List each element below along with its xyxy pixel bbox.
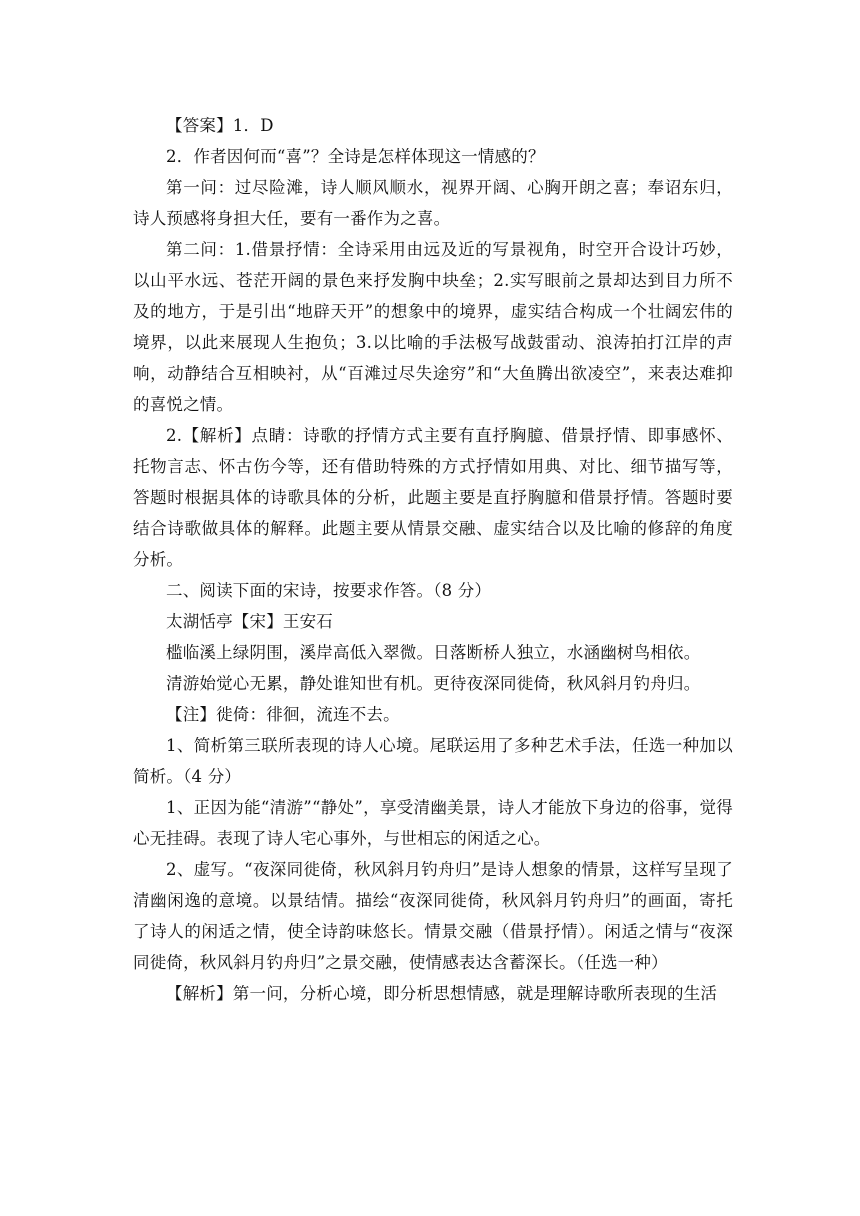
document-body bbox=[133, 110, 733, 1009]
answer-point-1: 1、正因为能“清游”“静处”，享受清幽美景，诗人才能放下身边的俗事，觉得心无挂碍。表现了诗人宅心事外，与世相忘的闲适之心。 bbox=[133, 798, 733, 848]
question-prompt: 1、简析第三联所表现的诗人心境。尾联运用了多种艺术手法，任选一种加以简析。（4 分） bbox=[133, 736, 733, 786]
answer-first-part: 第一问：过尽险滩，诗人顺风顺水，视界开阔、心胸开朗之喜；奉诏东归，诗人预感将身担大任，要有一番作为之喜。 bbox=[133, 178, 733, 228]
poem-line-2: 清游始觉心无累，静处谁知世有机。更待夜深同徙倚，秋风斜月钓舟归。 bbox=[166, 674, 701, 693]
answer-heading: 【答案】1．D bbox=[166, 116, 274, 135]
section-heading: 二、阅读下面的宋诗，按要求作答。（8 分） bbox=[166, 581, 492, 600]
question-2: 2．作者因何而“喜”？全诗是怎样体现这一情感的？ bbox=[166, 147, 545, 166]
analysis-start: 【解析】第一问，分析心境，即分析思想情感，就是理解诗歌所表现的生活 bbox=[166, 984, 718, 1003]
poem-line-1: 槛临溪上绿阴围，溪岸高低入翠微。日落断桥人独立，水涵幽树鸟相依。 bbox=[166, 643, 701, 662]
poem-note: 【注】徙倚：徘徊，流连不去。 bbox=[166, 705, 400, 724]
answer-point-2: 2、虚写。“夜深同徙倚，秋风斜月钓舟归”是诗人想象的情景，这样写呈现了清幽闲逸的意境。以景结情。描绘“夜深同徙倚，秋风斜月钓舟归”的画面，寄托了诗人的闲适之情，使全诗韵味悠长。情景交融（借景抒情）。闲适之情与“夜深同徙倚，秋风斜月钓舟归”之景交融，使情感表达含蓄深长。（任选一种） bbox=[133, 860, 733, 972]
answer-second-part: 第二问：1.借景抒情：全诗采用由远及近的写景视角，时空开合设计巧妙，以山平水远、苍茫开阔的景色来抒发胸中块垒；2.实写眼前之景却达到目力所不及的地方，于是引出“地辟天开”的想象中的境界，虚实结合构成一个壮阔宏伟的境界，以此来展现人生抱负；3.以比喻的手法极写战鼓雷动、浪涛拍打江岸的声响，动静结合互相映衬，从“百滩过尽失途穷”和“大鱼腾出欲凌空”，来表达难抑的喜悦之情。 bbox=[133, 240, 733, 414]
poem-title: 太湖恬亭【宋】王安石 bbox=[166, 612, 333, 631]
analysis-paragraph: 2.【解析】点睛：诗歌的抒情方式主要有直抒胸臆、借景抒情、即事感怀、托物言志、怀古伤今等，还有借助特殊的方式抒情如用典、对比、细节描写等，答题时根据具体的诗歌具体的分析，此题主要是直抒胸臆和借景抒情。答题时要结合诗歌做具体的解释。此题主要从情景交融、虚实结合以及比喻的修辞的角度分析。 bbox=[133, 426, 733, 569]
